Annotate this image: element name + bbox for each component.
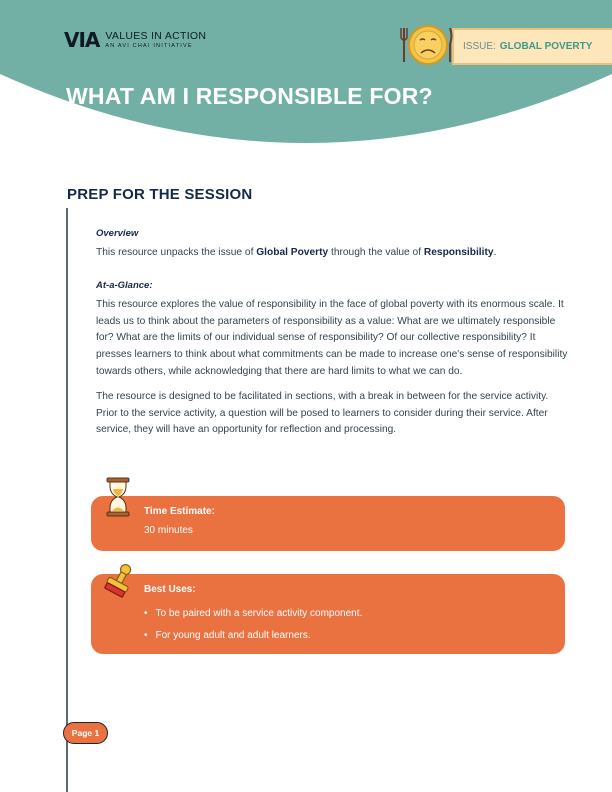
issue-badge bbox=[452, 28, 612, 65]
time-estimate-card bbox=[91, 496, 565, 551]
list-item: • For young adult and adult learners. bbox=[144, 625, 362, 647]
stamp-icon bbox=[100, 562, 138, 602]
header-background bbox=[0, 0, 612, 160]
issue-prefix: ISSUE: bbox=[463, 41, 496, 52]
at-a-glance-paragraph-1: This resource explores the value of responsibility in the face of global poverty with its enormous scale. It leads us to think about the parameters of responsibility as a value: What are we ultimately responsible for? What are the limits of our individual sense of responsibility? Of our collective responsibility? It presses learners to think about what commitments can be made to increase one's sense of responsibility towards others, while acknowledging that there are hard limits to what we can do. bbox=[96, 298, 568, 377]
issue-value: GLOBAL POVERTY bbox=[499, 41, 593, 52]
logo-subtitle: AN AVI CHAI INITIATIVE bbox=[105, 43, 193, 49]
logo-mark: VIA bbox=[64, 28, 100, 52]
time-estimate-value: 30 minutes bbox=[144, 525, 193, 536]
overview-heading: Overview bbox=[96, 228, 139, 239]
overview-text: This resource unpacks the issue of Global Poverty through the value of Responsibility. bbox=[96, 247, 497, 258]
overview-value: Responsibility bbox=[423, 247, 494, 258]
vertical-divider bbox=[66, 208, 68, 792]
hourglass-icon bbox=[104, 476, 132, 518]
time-estimate-label: Time Estimate: bbox=[144, 506, 215, 517]
best-uses-list bbox=[144, 603, 362, 647]
logo-name: VALUES IN ACTION bbox=[105, 30, 207, 42]
content-body bbox=[96, 228, 570, 439]
at-a-glance-heading: At-a-Glance: bbox=[96, 279, 153, 291]
overview-issue: Global Poverty bbox=[256, 247, 329, 258]
plate-fork-knife-sad-face-icon bbox=[398, 22, 454, 68]
page-title: WHAT AM I RESPONSIBLE FOR? bbox=[66, 83, 433, 109]
best-uses-label: Best Uses: bbox=[144, 584, 196, 595]
page-number: Page 1 bbox=[63, 722, 108, 744]
best-uses-card bbox=[91, 574, 565, 654]
section-title: PREP FOR THE SESSION bbox=[67, 186, 253, 203]
at-a-glance-paragraph-2: The resource is designed to be facilitated in sections, with a break in between for the service activity. Prior to the service activity, a question will be posed to learners to consider during their service. After service, they will have an opportunity for reflection and processing. bbox=[96, 390, 549, 436]
list-item: • To be paired with a service activity component. bbox=[144, 603, 362, 625]
brand-logo bbox=[64, 30, 206, 50]
